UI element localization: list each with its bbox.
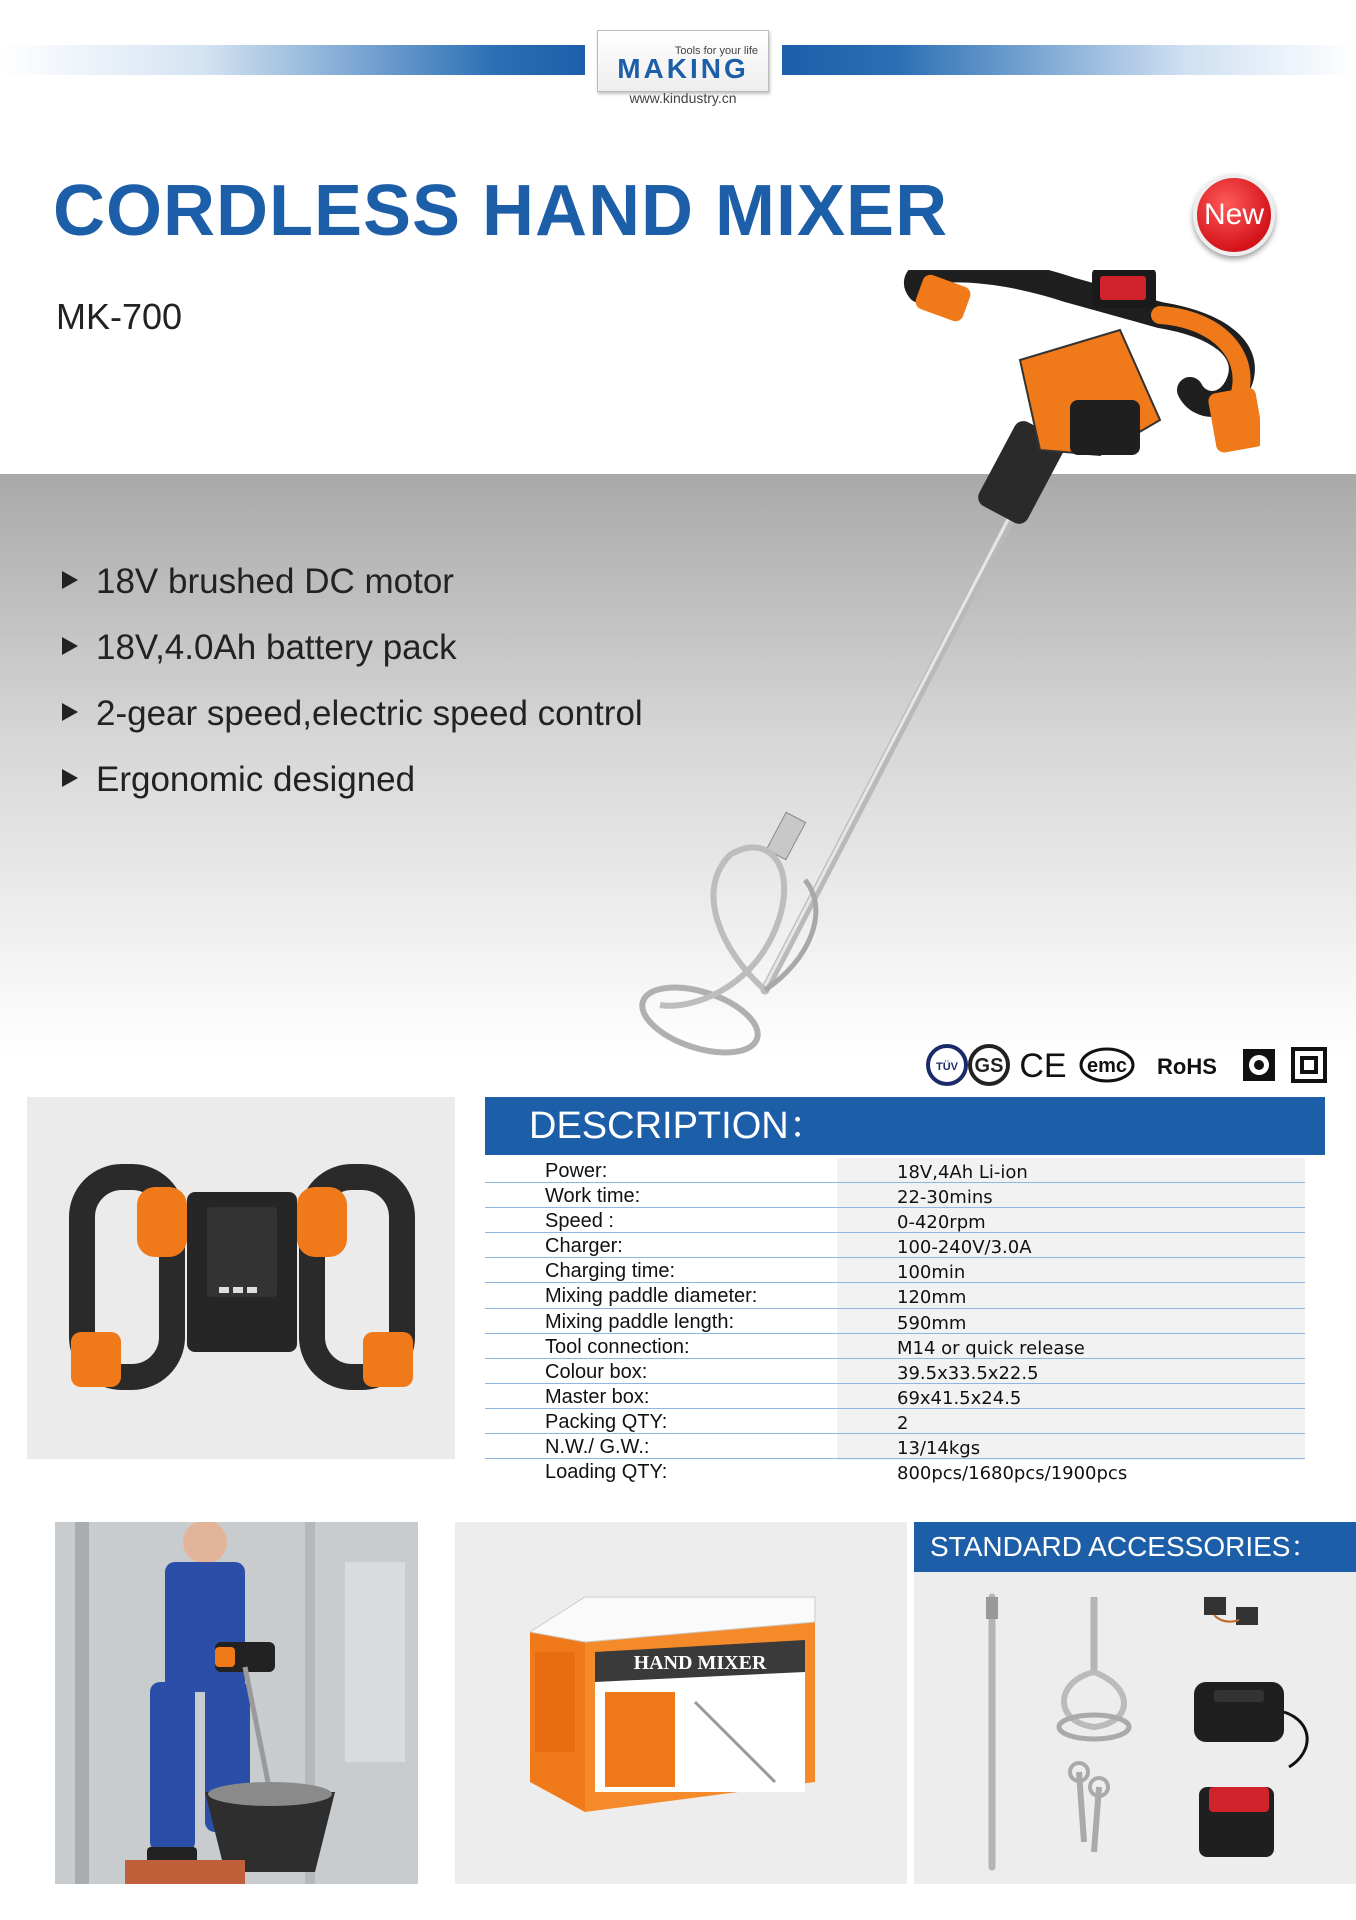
battery-pack-icon: [1199, 1787, 1274, 1857]
accessories-panel: [914, 1522, 1356, 1884]
table-row: N.W./ G.W.: 13/14kgs: [485, 1434, 1305, 1459]
mixing-paddle-icon: [1059, 1597, 1129, 1739]
feature-item: 18V brushed DC motor: [62, 562, 643, 628]
svg-text:TÜV: TÜV: [936, 1061, 958, 1073]
carbon-brush-icon: [1204, 1597, 1258, 1625]
wrench-icon: [1070, 1763, 1108, 1852]
worker-usage-photo: [55, 1522, 418, 1884]
charger-icon: [1194, 1682, 1307, 1767]
table-row: Mixing paddle length: 590mm: [485, 1309, 1305, 1334]
box-title: HAND MIXER: [633, 1652, 767, 1674]
new-badge: New: [1193, 174, 1275, 256]
table-row: Charger: 100-240V/3.0A: [485, 1233, 1305, 1258]
table-row: Work time: 22-30mins: [485, 1183, 1305, 1208]
tuv-icon: [928, 1046, 966, 1084]
feature-item: 2-gear speed,electric speed control: [62, 694, 643, 760]
table-row: Master box: 69x41.5x24.5: [485, 1384, 1305, 1409]
feature-item: Ergonomic designed: [62, 760, 643, 826]
accessories-heading: STANDARD ACCESSORIES：: [914, 1522, 1356, 1572]
svg-text:RoHS: RoHS: [1157, 1054, 1217, 1079]
certification-icons: [925, 1043, 1330, 1087]
brand-logo-word: MAKING: [617, 53, 749, 84]
svg-text:emc: emc: [1086, 1055, 1128, 1077]
bullet-triangle-icon: [62, 769, 78, 787]
model-number: MK-700: [56, 296, 183, 337]
table-row: Packing QTY: 2: [485, 1409, 1305, 1434]
table-row: Mixing paddle diameter: 120mm: [485, 1283, 1305, 1308]
table-row: Power: 18V,4Ah Li-ion: [485, 1158, 1305, 1183]
bullet-triangle-icon: [62, 571, 78, 589]
table-row: Tool connection: M14 or quick release: [485, 1334, 1305, 1359]
emc-icon: [1081, 1049, 1133, 1081]
handle-top-view-image: [27, 1097, 455, 1459]
feature-list: [62, 562, 643, 826]
table-row: Speed : 0-420rpm: [485, 1208, 1305, 1233]
header-bar-left: [0, 45, 585, 75]
brand-logo: [597, 30, 769, 92]
colour-box-image: [455, 1522, 907, 1884]
handle-battery-image: [27, 1097, 455, 1459]
bullet-triangle-icon: [62, 703, 78, 721]
site-url: www.kindustry.cn: [629, 90, 737, 106]
page-title: CORDLESS HAND MIXER: [53, 171, 949, 251]
gs-icon: [970, 1046, 1008, 1084]
table-row: Charging time: 100min: [485, 1258, 1305, 1283]
spec-table: [485, 1158, 1305, 1484]
table-row: Loading QTY: 800pcs/1680pcs/1900pcs: [545, 1461, 1128, 1485]
brand-tagline: Tools for your life: [674, 45, 758, 57]
bullet-triangle-icon: [62, 637, 78, 655]
svg-text:GS: GS: [974, 1055, 1004, 1077]
extension-rod-icon: [986, 1597, 998, 1867]
rohs-icon: [1157, 1054, 1217, 1079]
table-row: Colour box: 39.5x33.5x22.5: [485, 1359, 1305, 1384]
ce-icon: [1019, 1047, 1066, 1085]
china-cert-icon: [1243, 1049, 1275, 1081]
feature-item: 18V,4.0Ah battery pack: [62, 628, 643, 694]
svg-text:CE: CE: [1019, 1047, 1067, 1085]
hand-mixer-product-image: [600, 270, 1260, 1070]
header-bar-right: [782, 45, 1356, 75]
description-heading: DESCRIPTION：: [485, 1097, 1325, 1155]
recycle-square-icon: [1293, 1049, 1325, 1081]
